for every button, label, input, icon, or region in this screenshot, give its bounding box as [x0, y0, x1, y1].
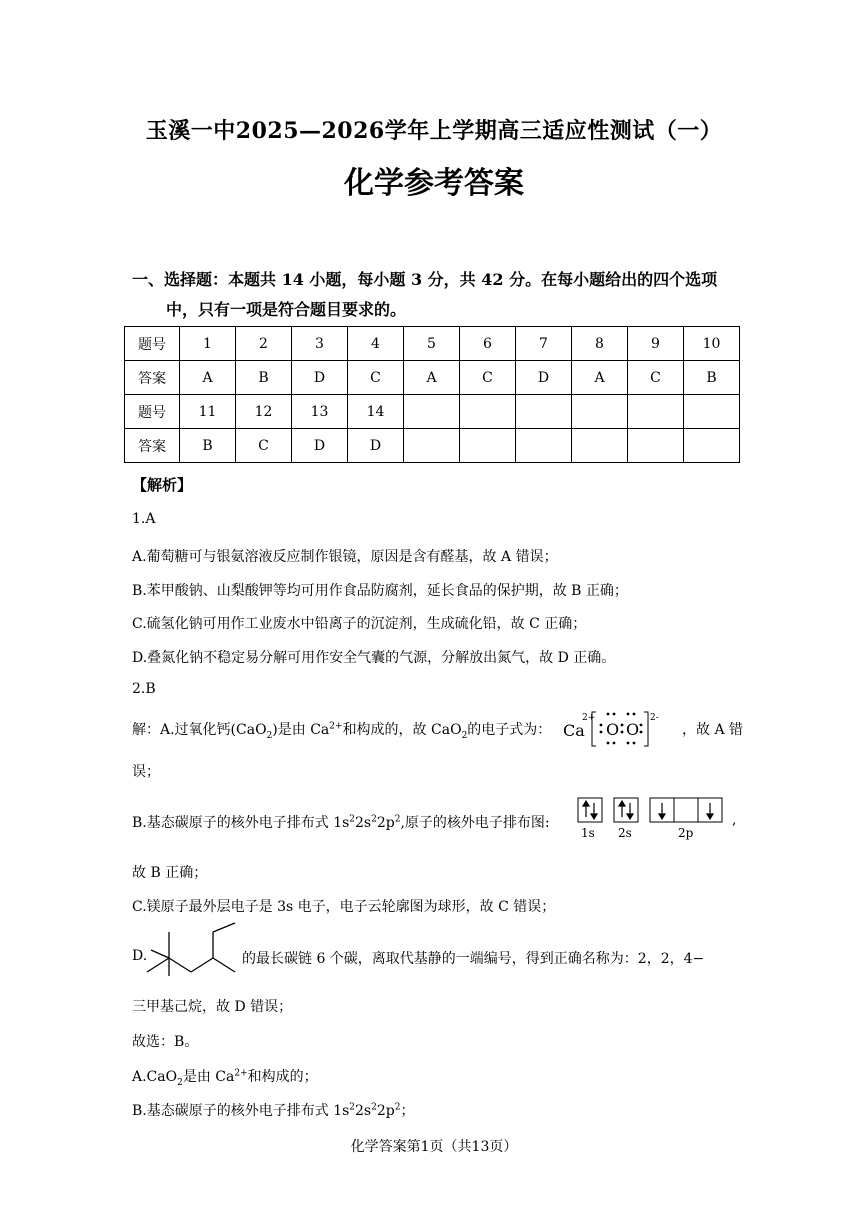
- note-b: B.基态碳原子的核外电子排布式 $1s^22s^22p^2$；: [132, 1102, 415, 1119]
- note-text: ；: [400, 1103, 415, 1119]
- note-text: B.基态碳原子的核外电子排布式 1s: [132, 1103, 350, 1119]
- skeletal-structure: [145, 922, 237, 978]
- superscript: 2: [394, 814, 401, 825]
- q2b-text: B.基态碳原子的核外电子排布式 1s: [132, 815, 350, 831]
- table-cell: [572, 429, 628, 463]
- q2a-text: 的电子式为：: [467, 722, 552, 738]
- table-cell: 11: [180, 395, 236, 429]
- table-cell: [516, 395, 572, 429]
- section-heading: [132, 265, 762, 325]
- table-cell: [460, 429, 516, 463]
- q2d-label: D.: [132, 948, 148, 964]
- table-cell: B: [180, 429, 236, 463]
- q1-option-a: A.葡萄糖可与银氨溶液反应制作银镜，原因是含有醛基，故 A 错误；: [132, 549, 558, 565]
- table-cell: 10: [684, 327, 740, 361]
- superscript: 2: [349, 1102, 356, 1113]
- comma: ,: [732, 812, 737, 828]
- subscript: 2: [266, 730, 273, 741]
- table-row: [125, 429, 740, 463]
- q2a-cont: 误；: [132, 764, 160, 780]
- oxygen-atom: O: [626, 720, 640, 739]
- table-cell: 12: [236, 395, 292, 429]
- table-cell: D: [516, 361, 572, 395]
- orbital-label: 2p: [678, 826, 694, 840]
- table-cell: [628, 429, 684, 463]
- superscript: 2: [371, 814, 377, 825]
- table-cell: 6: [460, 327, 516, 361]
- q2a-text: )是由 Ca: [272, 722, 330, 738]
- table-cell: A: [404, 361, 460, 395]
- superscript: 2+: [329, 721, 343, 732]
- table-cell: A: [572, 361, 628, 395]
- table-cell: [628, 395, 684, 429]
- table-cell: 2: [236, 327, 292, 361]
- q2a-tail: ，故 A 错: [682, 722, 744, 738]
- table-cell: 1: [180, 327, 236, 361]
- table-cell: C: [236, 429, 292, 463]
- q2-option-a: [132, 719, 551, 741]
- q2-label: 2.B: [132, 681, 156, 697]
- orbital-label: 1s: [581, 826, 595, 840]
- page-subtitle: 化学参考答案: [344, 166, 524, 201]
- q2d-text: 的最长碳链 6 个碳，离取代基静的一端编号，得到正确名称为：2，2，4−: [242, 951, 705, 967]
- ca-charge: 2+: [582, 713, 596, 723]
- table-cell: 8: [572, 327, 628, 361]
- q1-option-d: D.叠氮化钠不稳定易分解可用作安全气囊的气源，分解放出氮气，故 D 正确。: [132, 650, 616, 666]
- table-cell: B: [236, 361, 292, 395]
- q2a-text: 解：A.过氧化钙(CaO: [132, 722, 267, 738]
- q2a-text: 和构成的，故 CaO: [342, 722, 462, 738]
- note-text: A.CaO: [132, 1069, 178, 1085]
- row-label: 答案: [125, 429, 180, 463]
- table-cell: [684, 395, 740, 429]
- table-cell: D: [348, 429, 404, 463]
- table-cell: 7: [516, 327, 572, 361]
- q1-label: 1.A: [132, 511, 156, 527]
- table-cell: [460, 395, 516, 429]
- table-cell: A: [180, 361, 236, 395]
- oxygen-atom: O: [606, 720, 620, 739]
- table-row: [125, 395, 740, 429]
- table-cell: D: [292, 361, 348, 395]
- row-label: 答案: [125, 361, 180, 395]
- q2d-cont: 三甲基己烷，故 D 错误；: [132, 999, 293, 1015]
- table-row: [125, 327, 740, 361]
- table-cell: 14: [348, 395, 404, 429]
- page-footer: 化学答案第1页（共13页）: [350, 1139, 518, 1155]
- subscript: 2: [461, 730, 468, 741]
- section-heading-line1: 一、选择题：本题共 14 小题，每小题 3 分，共 42 分。在每小题给出的四个选项: [132, 270, 718, 289]
- orbital-diagram: [576, 797, 736, 841]
- ca-symbol: Ca: [563, 721, 585, 740]
- table-row: [125, 361, 740, 395]
- superscript: 2: [394, 1102, 401, 1113]
- row-label: 题号: [125, 395, 180, 429]
- q1-option-b: B.苯甲酸钠、山梨酸钾等均可用作食品防腐剂，延长食品的保护期，故 B 正确；: [132, 583, 628, 599]
- table-cell: 9: [628, 327, 684, 361]
- note-a: [132, 1066, 318, 1088]
- table-cell: 5: [404, 327, 460, 361]
- table-cell: [516, 429, 572, 463]
- superscript: 2: [349, 814, 356, 825]
- section-heading-line2: 中，只有一项是符合题目要求的。: [166, 300, 407, 319]
- table-cell: C: [460, 361, 516, 395]
- superscript: 2+: [234, 1068, 248, 1079]
- note-text: 和构成的；: [247, 1069, 318, 1085]
- table-cell: [404, 395, 460, 429]
- table-cell: B: [684, 361, 740, 395]
- superscript: 2: [371, 1102, 377, 1113]
- answer-table: [124, 326, 740, 463]
- electron-dot-formula: [560, 706, 670, 750]
- q1-option-c: C.硫氢化钠可用作工业废水中铅离子的沉淀剂，生成硫化铅，故 C 正确；: [132, 616, 587, 632]
- row-label: 题号: [125, 327, 180, 361]
- table-cell: [684, 429, 740, 463]
- q2b-text: ,原子的核外电子排布图:: [400, 815, 550, 831]
- anion-charge: 2-: [650, 713, 659, 723]
- q2-choice: 故选：B。: [132, 1034, 199, 1050]
- table-cell: 13: [292, 395, 348, 429]
- orbital-label: 2s: [618, 826, 632, 840]
- table-cell: 4: [348, 327, 404, 361]
- page-title: 玉溪一中2025—2026学年上学期高三适应性测试（一）: [145, 118, 723, 144]
- q2-option-b: B.基态碳原子的核外电子排布式 $1s^22s^22p^2$,原子的核外电子排布图:: [132, 814, 550, 831]
- table-cell: C: [348, 361, 404, 395]
- subscript: 2: [177, 1077, 183, 1088]
- analysis-heading: 【解析】: [132, 476, 193, 494]
- note-text: 是由 Ca: [182, 1069, 235, 1085]
- table-cell: [572, 395, 628, 429]
- table-cell: 3: [292, 327, 348, 361]
- q2b-cont: 故 B 正确；: [132, 865, 208, 881]
- q2-option-c: C.镁原子最外层电子是 3s 电子，电子云轮廓图为球形，故 C 错误；: [132, 899, 556, 915]
- table-cell: C: [628, 361, 684, 395]
- table-cell: [404, 429, 460, 463]
- table-cell: D: [292, 429, 348, 463]
